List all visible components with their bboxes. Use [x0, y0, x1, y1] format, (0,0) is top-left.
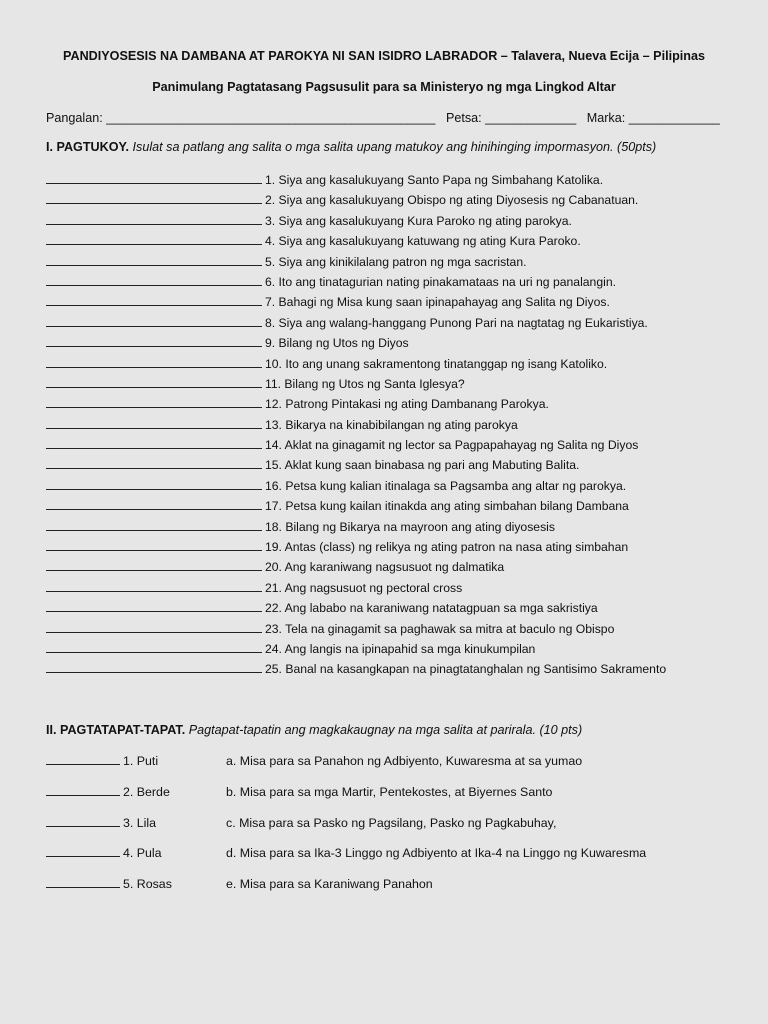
answer-blank[interactable] — [46, 517, 262, 531]
question-text: 11. Bilang ng Utos ng Santa Iglesya? — [265, 376, 465, 391]
section1-heading — [46, 140, 656, 154]
question-text: 3. Siya ang kasalukuyang Kura Paroko ng ating parokya. — [265, 213, 572, 228]
question-text: 10. Ito ang unang sakramentong tinatanggap ng isang Katoliko. — [265, 356, 608, 371]
question-text: 17. Petsa kung kailan itinakda ang ating simbahan bilang Dambana — [265, 499, 629, 514]
list-item — [46, 455, 666, 475]
match-row — [46, 874, 433, 905]
list-item — [46, 313, 666, 333]
question-text: 5. Siya ang kinikilalang patron ng mga sacristan. — [265, 254, 527, 269]
score-label: Marka: — [586, 111, 626, 125]
answer-blank[interactable] — [46, 598, 262, 612]
name-blank[interactable]: _______________________________________________ — [106, 111, 436, 125]
name-label: Pangalan: — [46, 111, 103, 125]
question-text: 21. Ang nagsusuot ng pectoral cross — [265, 580, 463, 595]
list-item — [46, 598, 666, 618]
question-text: 22. Ang lababo na karaniwang natatagpuan sa mga sakristiya — [265, 601, 598, 616]
match-answer-blank[interactable] — [46, 782, 120, 796]
question-text: 1. Siya ang kasalukuyang Santo Papa ng Simbahang Katolika. — [265, 173, 604, 187]
answer-blank[interactable] — [46, 292, 262, 306]
list-item — [46, 170, 666, 190]
list-item — [46, 292, 666, 312]
answer-blank[interactable] — [46, 639, 262, 653]
match-answer-blank[interactable] — [46, 751, 120, 765]
question-text: 13. Bikarya na kinabibilangan ng ating parokya — [265, 417, 518, 432]
question-text: 15. Aklat kung saan binabasa ng pari ang Mabuting Balita. — [265, 458, 580, 473]
match-row — [46, 813, 557, 844]
match-answer-blank[interactable] — [46, 813, 120, 827]
list-item — [46, 557, 666, 577]
list-item — [46, 394, 666, 414]
date-label: Petsa: — [445, 111, 482, 125]
answer-blank[interactable] — [46, 578, 262, 592]
answer-blank[interactable] — [46, 619, 262, 633]
match-item: 2. Berde — [123, 784, 170, 799]
question-text: 6. Ito ang tinatagurian nating pinakamataas na uri ng panalangin. — [265, 274, 616, 289]
answer-blank[interactable] — [46, 455, 262, 469]
match-row — [46, 782, 553, 813]
list-item — [46, 659, 666, 679]
list-item — [46, 354, 666, 374]
answer-blank[interactable] — [46, 659, 262, 673]
question-text: 23. Tela na ginagamit sa paghawak sa mitra at baculo ng Obispo — [265, 621, 615, 636]
list-item — [46, 578, 666, 598]
list-item — [46, 537, 666, 557]
match-item: 3. Lila — [123, 815, 157, 830]
list-item — [46, 639, 666, 659]
list-item — [46, 517, 666, 537]
match-row — [46, 751, 583, 782]
match-item: 4. Pula — [123, 846, 162, 861]
match-item: 5. Rosas — [123, 877, 172, 892]
answer-blank[interactable] — [46, 170, 262, 184]
question-text: 4. Siya ang kasalukuyang katuwang ng ating Kura Paroko. — [265, 234, 581, 249]
question-text: 2. Siya ang kasalukuyang Obispo ng ating Diyosesis ng Cabanatuan. — [265, 193, 639, 208]
question-text: 7. Bahagi ng Misa kung saan ipinapahayag ang Salita ng Diyos. — [265, 295, 610, 310]
section1-instructions: Isulat sa patlang ang salita o mga salita upang matukoy ang hinihinging impormasyon. (50pts) — [132, 140, 657, 154]
answer-blank[interactable] — [46, 211, 262, 225]
score-blank[interactable]: _____________ — [628, 111, 720, 125]
exam-title: Panimulang Pagtatasang Pagsusulit para sa Ministeryo ng mga Lingkod Altar — [152, 80, 616, 94]
question-text: 20. Ang karaniwang nagsusuot ng dalmatika — [265, 560, 505, 575]
question-text: 9. Bilang ng Utos ng Diyos — [265, 336, 409, 351]
student-info-row — [46, 111, 720, 125]
answer-blank[interactable] — [46, 394, 262, 408]
answer-blank[interactable] — [46, 272, 262, 286]
list-item — [46, 211, 666, 231]
question-text: 24. Ang langis na ipinapahid sa mga kinukumpilan — [265, 641, 536, 656]
question-text: 18. Bilang ng Bikarya na mayroon ang ating diyosesis — [265, 519, 555, 534]
list-item — [46, 476, 666, 496]
match-answer-blank[interactable] — [46, 874, 120, 888]
parish-header: PANDIYOSESIS NA DAMBANA AT PAROKYA NI SAN ISIDRO LABRADOR – Talavera, Nueva Ecija – Pilipinas — [63, 49, 705, 63]
list-item — [46, 435, 666, 455]
question-text: 8. Siya ang walang-hanggang Punong Pari na nagtatag ng Eukaristiya. — [265, 315, 648, 330]
answer-blank[interactable] — [46, 476, 262, 490]
list-item — [46, 252, 666, 272]
match-choice: b. Misa para sa mga Martir, Pentekostes, at Biyernes Santo — [226, 784, 553, 799]
answer-blank[interactable] — [46, 496, 262, 510]
list-item — [46, 333, 666, 353]
question-text: 12. Patrong Pintakasi ng ating Dambanang Parokya. — [265, 397, 549, 412]
answer-blank[interactable] — [46, 313, 262, 327]
section1-title: I. PAGTUKOY. — [46, 140, 130, 154]
match-item: 1. Puti — [123, 754, 159, 768]
list-item — [46, 190, 666, 210]
answer-blank[interactable] — [46, 435, 262, 449]
answer-blank[interactable] — [46, 252, 262, 266]
answer-blank[interactable] — [46, 190, 262, 204]
answer-blank[interactable] — [46, 415, 262, 429]
identification-list — [46, 170, 666, 680]
list-item — [46, 374, 666, 394]
answer-blank[interactable] — [46, 333, 262, 347]
match-row — [46, 843, 647, 874]
match-answer-blank[interactable] — [46, 843, 120, 857]
list-item — [46, 415, 666, 435]
list-item — [46, 231, 666, 251]
match-choice: d. Misa para sa Ika-3 Linggo ng Adbiyento at Ika-4 na Linggo ng Kuwaresma — [226, 846, 647, 861]
matching-list — [46, 751, 647, 905]
question-text: 25. Banal na kasangkapan na pinagtatanghalan ng Santisimo Sakramento — [265, 662, 667, 677]
match-choice: c. Misa para sa Pasko ng Pagsilang, Pasko ng Pagkabuhay, — [226, 815, 557, 830]
answer-blank[interactable] — [46, 557, 262, 571]
question-text: 16. Petsa kung kalian itinalaga sa Pagsamba ang altar ng parokya. — [265, 478, 627, 493]
list-item — [46, 272, 666, 292]
list-item — [46, 496, 666, 516]
section2-heading — [46, 723, 582, 737]
date-blank[interactable]: _____________ — [485, 111, 577, 125]
answer-blank[interactable] — [46, 374, 262, 388]
answer-blank[interactable] — [46, 231, 262, 245]
list-item — [46, 619, 666, 639]
answer-blank[interactable] — [46, 354, 262, 368]
question-text: 14. Aklat na ginagamit ng lector sa Pagpapahayag ng Salita ng Diyos — [265, 438, 639, 453]
match-choice: e. Misa para sa Karaniwang Panahon — [226, 877, 433, 892]
answer-blank[interactable] — [46, 537, 262, 551]
question-text: 19. Antas (class) ng relikya ng ating patron na nasa ating simbahan — [265, 540, 629, 555]
section2-instructions: Pagtapat-tapatin ang magkakaugnay na mga salita at parirala. (10 pts) — [188, 723, 583, 737]
section2-title: II. PAGTATAPAT-TAPAT. — [46, 723, 186, 737]
match-choice: a. Misa para sa Panahon ng Adbiyento, Kuwaresma at sa yumao — [226, 754, 583, 768]
